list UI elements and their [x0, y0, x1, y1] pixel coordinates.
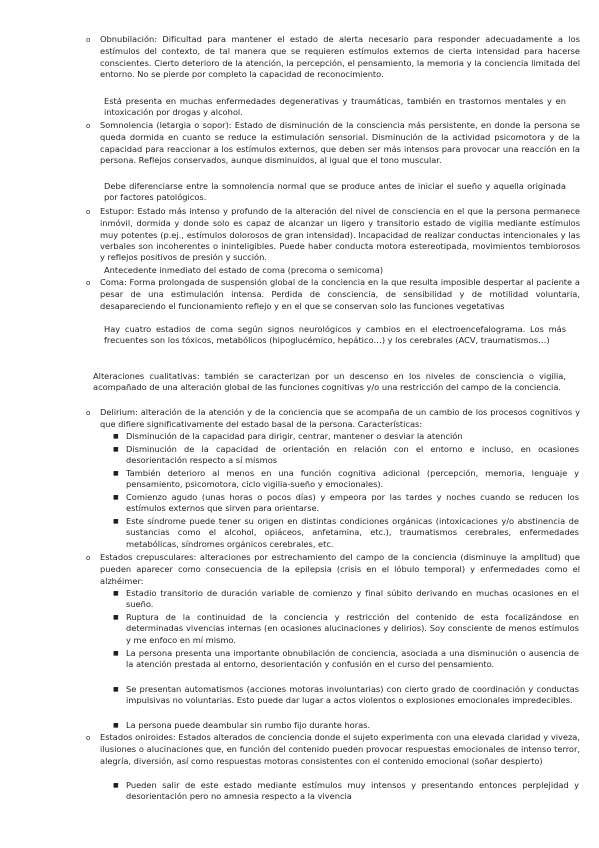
circle-bullet: o	[86, 279, 91, 287]
crepusculares-item-2-text: Ruptura de la continuidad de la conciencia y restricción del contenido de esta focalizándose en determinadas vivencias internas (en ocasiones alucinaciones y delirios). Soy consciente de menos estímulos y me enfoco en mí mismo.	[126, 612, 579, 645]
circle-bullet: o	[86, 208, 91, 216]
crepusculares-item-3-text: La persona presenta una importante obnubilación de conciencia, asociada a una disminución o ausencia de la atención prestada al entorno, desorientación y confusión en el curso del pensamiento.	[126, 648, 579, 670]
bullet-somnolencia	[86, 120, 580, 166]
delirium-text: Delirium: alteración de la atención y de la conciencia que se acompaña de un cambio de los procesos cognitivos y que difiere significativamente del estado basal de la persona. Características:	[100, 407, 580, 430]
crepusculares-item-4-text: Se presentan automatismos (acciones motoras involuntarias) con cierto grado de coordinación y conductas impulsivas no voluntarias. Esto puede dar lugar a actos violentos o explosiones emocionales impredecibles.	[126, 684, 579, 706]
bullet-coma	[86, 277, 580, 312]
delirium-item-4-text: Comienzo agudo (unas horas o pocos días) y empeora por las tardes y noches cuando se reducen los estímulos externos que sirven para orientarse.	[126, 492, 579, 514]
bullet-oniroides	[86, 732, 580, 767]
coma-text: Coma: Forma prolongada de suspensión global de la conciencia en la que resulta imposible despertar al paciente a pesar de una estimulación intensa. Perdida de consciencia, de sensibilidad y de motilidad voluntaria, desapareciendo el funcionamiento reflejo y en el que se conservan solo las funciones vegetativas	[100, 277, 580, 311]
crepusculares-item-5	[113, 720, 579, 731]
estupor-note-text: Antecedente inmediato del estado de coma (precoma o semicoma)	[104, 265, 384, 275]
somnolencia-note	[104, 181, 566, 204]
circle-bullet: o	[86, 554, 91, 562]
delirium-item-5-text: Este síndrome puede tener su origen en distintas condiciones orgánicas (intoxicaciones y/o abstinencia de sustancias como el alcohol, opiáceos, anfetamina, etc.), traumatismos cerebrales, enfermedades metabólicas, síndromes orgánicos cerebrales, etc.	[126, 516, 579, 549]
delirium-item-4	[113, 492, 579, 515]
delirium-item-3	[113, 468, 579, 491]
square-bullet: ■	[113, 686, 119, 693]
estupor-text: Estupor: Estado más intenso y profundo de la alteración del nivel de consciencia en el que la persona permanece inmóvil, dormida y donde solo es capaz de alcanzar un ligero y transitorio estado de vigilia mediante estímulos muy potentes (p.ej., estímulos dolorosos de gran intensidad). Incapacidad de realizar conductas intencionales y las verbales son incoherentes o ininteligibles. Puede haber conducta motora estereotipada, movimientos temblorosos y reflejos positivos de presión y succión.	[100, 206, 580, 263]
square-bullet: ■	[113, 518, 119, 525]
estupor-note	[104, 265, 566, 276]
obnubilacion-note	[104, 96, 566, 119]
square-bullet: ■	[113, 590, 119, 597]
delirium-item-3-text: También deterioro al menos en una función cognitiva adicional (percepción, memoria, lenguaje y pensamiento, psicomotora, ciclo vigilia-sueño y emocionales).	[126, 468, 579, 490]
circle-bullet: o	[86, 734, 91, 742]
crepusculares-item-2	[113, 612, 579, 646]
bullet-crepusculares	[86, 552, 580, 587]
bullet-obnubilacion	[86, 34, 580, 80]
crepusculares-text: Estados crepusculares: alteraciones por estrechamiento del campo de la conciencia (disminuye la amplitud) que pueden aparecer como consecuencia de la epilepsia (crisis en el lóbulo temporal) y enfermedades como el alzhéimer:	[100, 552, 580, 586]
bullet-delirium	[86, 407, 580, 431]
oniroides-text: Estados oniroides: Estados alterados de conciencia donde el sujeto experimenta con una elevada claridad y viveza, ilusiones o alucinaciones que, en función del contenido pueden provocar respuestas emocionales de intenso terror, alegría, diversión, así como respuestas motoras consistentes con el contenido emocional (soñar despierto)	[100, 732, 580, 766]
circle-bullet: o	[86, 122, 91, 130]
delirium-item-2	[113, 444, 579, 467]
square-bullet: ■	[113, 494, 119, 501]
delirium-item-5	[113, 516, 579, 550]
delirium-item-2-text: Disminución de la capacidad de orientación en relación con el entorno e incluso, en ocasiones desorientación respecto a sí mismos	[126, 444, 579, 466]
somnolencia-text: Somnolencia (letargia o sopor): Estado de disminución de la consciencia más persistente, en donde la persona se queda dormida en cuanto se reduce la estimulación sensorial. Disminución de la actividad psicomotora y de la capacidad para reaccionar a los estímulos externos, que deben ser más intensos para provocar una reacción en la persona. Reflejos conservados, aunque disminuidos, al igual que el tono muscular.	[100, 120, 580, 165]
delirium-item-1-text: Disminución de la capacidad para dirigir, centrar, mantener o desviar la atención	[126, 431, 463, 441]
alteraciones-cualitativas	[93, 371, 566, 394]
square-bullet: ■	[113, 470, 119, 477]
square-bullet: ■	[113, 614, 119, 621]
alteraciones-text: Alteraciones cualitativas: también se caracterizan por un descenso en los niveles de consciencia o vigilia, acompañado de una alteración global de las funciones cognitivas y/o una restricción del campo de la conciencia.	[93, 371, 566, 393]
somnolencia-note-text: Debe diferenciarse entre la somnolencia normal que se produce antes de iniciar el sueño y aquella originada por factores patológicos.	[104, 181, 566, 203]
crepusculares-item-1	[113, 588, 579, 611]
circle-bullet: o	[86, 36, 91, 44]
square-bullet: ■	[113, 722, 119, 729]
oniroides-item-1	[113, 780, 579, 803]
crepusculares-item-1-text: Estadio transitorio de duración variable de comienzo y final súbito derivando en muchas ocasiones en el sueño.	[126, 588, 579, 610]
oniroides-item-1-text: Pueden salir de este estado mediante estímulos muy intensos y presentando entonces perplejidad y desorientación pero no amnesia respecto a la vivencia	[126, 780, 579, 802]
crepusculares-item-4	[113, 684, 579, 707]
bullet-estupor	[86, 206, 580, 263]
coma-note	[104, 324, 566, 347]
coma-note-text: Hay cuatro estadios de coma según signos neurológicos y cambios en el electroencefalograma. Los más frecuentes son los tóxicos, metabólicos (hipoglucémico, hepático…) y los cerebrales (ACV, traumatismos…)	[104, 324, 566, 346]
square-bullet: ■	[113, 782, 119, 789]
crepusculares-item-5-text: La persona puede deambular sin rumbo fijo durante horas.	[126, 720, 371, 730]
obnubilacion-text: Obnubilación: Dificultad para mantener el estado de alerta necesario para responder adecuadamente a los estímulos del contexto, de tal manera que se requieren estímulos externos de cierta intensidad para hacerse conscientes. Cierto deterioro de la atención, la percepción, el pensamiento, la memoria y la conciencia limitada del entorno. No se pierde por completo la capacidad de reconocimiento.	[100, 34, 580, 79]
obnubilacion-note-text: Está presenta en muchas enfermedades degenerativas y traumáticas, también en trastornos mentales y en intoxicación por drogas y alcohol.	[104, 96, 566, 118]
square-bullet: ■	[113, 446, 119, 453]
square-bullet: ■	[113, 650, 119, 657]
crepusculares-item-3	[113, 648, 579, 671]
circle-bullet: o	[86, 409, 91, 417]
delirium-item-1	[113, 431, 579, 442]
square-bullet: ■	[113, 433, 119, 440]
